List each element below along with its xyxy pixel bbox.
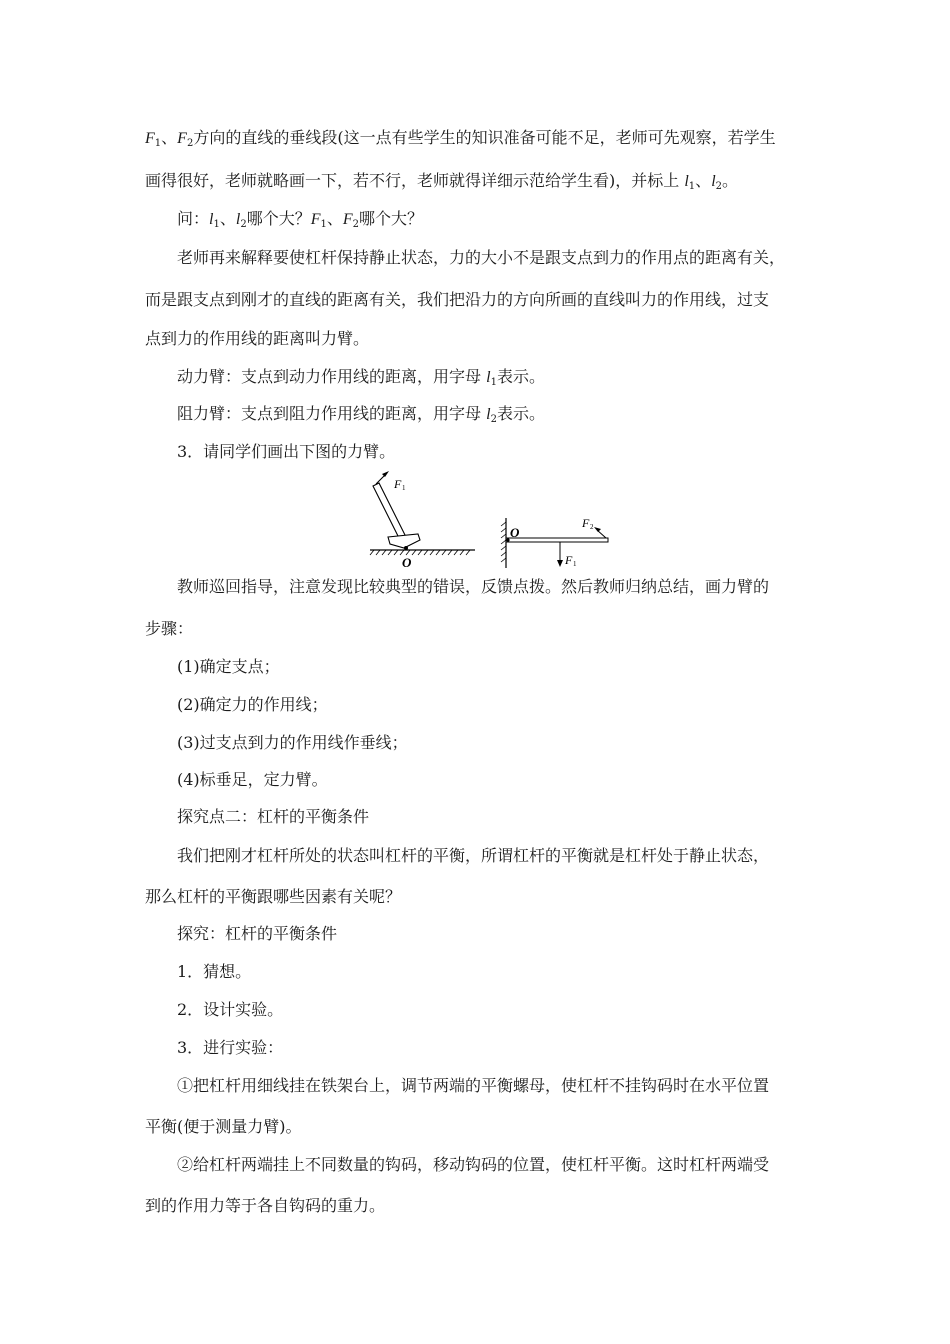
paragraph-line: 步骤：	[145, 619, 194, 638]
right-pivot-label: O	[510, 525, 520, 540]
list-item: 2．设计实验。	[177, 1000, 284, 1019]
subscript: 2	[240, 219, 247, 230]
symbol-l: l	[209, 211, 214, 228]
subscript: 1	[154, 138, 162, 149]
wall-hatch	[501, 522, 506, 562]
symbol-F: F	[310, 211, 321, 228]
separator: 、	[326, 209, 343, 228]
symbol-F: F	[342, 211, 353, 228]
force-arrowhead	[557, 560, 563, 567]
step-item: (4)标垂足，定力臂。	[177, 770, 328, 789]
paragraph-line: 我们把刚才杠杆所处的状态叫杠杆的平衡，所谓杠杆的平衡就是杠杆处于静止状态，	[177, 846, 770, 865]
text-span: 哪个大？	[246, 209, 311, 228]
symbol-l: l	[684, 173, 689, 190]
step-item: (1)确定支点；	[177, 657, 280, 676]
paragraph-line	[145, 127, 776, 155]
paragraph-line: 点到力的作用线的距离叫力臂。	[145, 329, 370, 348]
subscript: 1	[213, 219, 220, 230]
paragraph-line: 到的作用力等于各自钩码的重力。	[145, 1196, 386, 1215]
symbol-l: l	[486, 369, 491, 386]
lever-head	[388, 534, 420, 548]
separator: 、	[695, 171, 712, 190]
symbol-l: l	[711, 173, 716, 190]
pivot-point	[404, 546, 408, 550]
text-span: 问：	[177, 209, 210, 228]
right-f2-sub: 2	[590, 523, 594, 531]
right-f1-label: F	[565, 553, 573, 567]
subscript: 2	[715, 181, 723, 192]
section-heading: 探究点二：杠杆的平衡条件	[177, 807, 370, 826]
text-span: 。	[722, 171, 739, 190]
lever-figure	[360, 466, 620, 570]
text-span: 阻力臂：支点到阻力作用线的距离，用字母	[177, 404, 482, 423]
left-force-label: F	[394, 477, 402, 491]
force-arrowhead	[594, 527, 601, 532]
question-line	[177, 208, 423, 236]
paragraph-line: 那么杠杆的平衡跟哪些因素有关呢？	[145, 887, 402, 906]
step-item: (3)过支点到力的作用线作垂线；	[177, 733, 408, 752]
subscript: 1	[688, 181, 696, 192]
text-span: 方向的直线的垂线段(这一点有些学生的知识准备可能不足，老师可先观察，若学生	[193, 128, 776, 147]
right-f2-label: F	[582, 516, 590, 530]
ground-hatch	[370, 550, 470, 555]
force-arrowhead	[382, 471, 389, 477]
right-lever-diagram	[501, 516, 608, 568]
paragraph-line: ②给杠杆两端挂上不同数量的钩码，移动钩码的位置，使杠杆平衡。这时杠杆两端受	[177, 1155, 770, 1174]
paragraph-line: 平衡(便于测量力臂)。	[145, 1117, 302, 1136]
separator: 、	[161, 128, 178, 147]
symbol-l: l	[486, 406, 491, 423]
lever-diagram	[360, 466, 620, 570]
list-item: 3．请同学们画出下图的力臂。	[177, 442, 396, 461]
left-pivot-label: O	[402, 555, 412, 570]
definition-effort-arm	[177, 366, 545, 394]
explore-heading: 探究：杠杆的平衡条件	[177, 924, 338, 943]
left-force-sub: 1	[402, 484, 406, 492]
list-item: 3．进行实验：	[177, 1038, 284, 1057]
symbol-F: F	[177, 130, 187, 147]
separator: 、	[219, 209, 236, 228]
subscript: 1	[320, 219, 327, 230]
subscript: 2	[186, 138, 194, 149]
step-item: (2)确定力的作用线；	[177, 695, 328, 714]
text-span: 画得很好，老师就略画一下，若不行，老师就得详细示范给学生看)，并标上	[145, 171, 680, 190]
text-span: 哪个大？	[359, 209, 424, 228]
symbol-l: l	[235, 211, 241, 228]
symbol-F: F	[145, 130, 155, 147]
paragraph-line: 教师巡回指导，注意发现比较典型的错误，反馈点拨。然后教师归纳总结，画力臂的	[177, 577, 770, 596]
text-span: 表示。	[496, 404, 545, 423]
paragraph-line: 老师再来解释要使杠杆保持静止状态，力的大小不是跟支点到力的作用点的距离有关，	[177, 248, 786, 267]
left-lever-diagram	[370, 471, 475, 570]
subscript: 2	[490, 414, 497, 425]
list-item: 1．猜想。	[177, 962, 252, 981]
lever-bar	[506, 538, 608, 542]
subscript: 1	[490, 377, 497, 388]
paragraph-line: ①把杠杆用细线挂在铁架台上，调节两端的平衡螺母，使杠杆不挂钩码时在水平位置	[177, 1076, 770, 1095]
text-span: 动力臂：支点到动力作用线的距离，用字母	[177, 367, 482, 386]
paragraph-line: 而是跟支点到刚才的直线的距离有关，我们把沿力的方向所画的直线叫力的作用线，过支	[145, 290, 770, 309]
text-span: 表示。	[496, 367, 545, 386]
right-f1-sub: 1	[573, 560, 577, 568]
paragraph-line	[145, 170, 738, 198]
definition-load-arm	[177, 403, 545, 431]
subscript: 2	[352, 219, 360, 230]
